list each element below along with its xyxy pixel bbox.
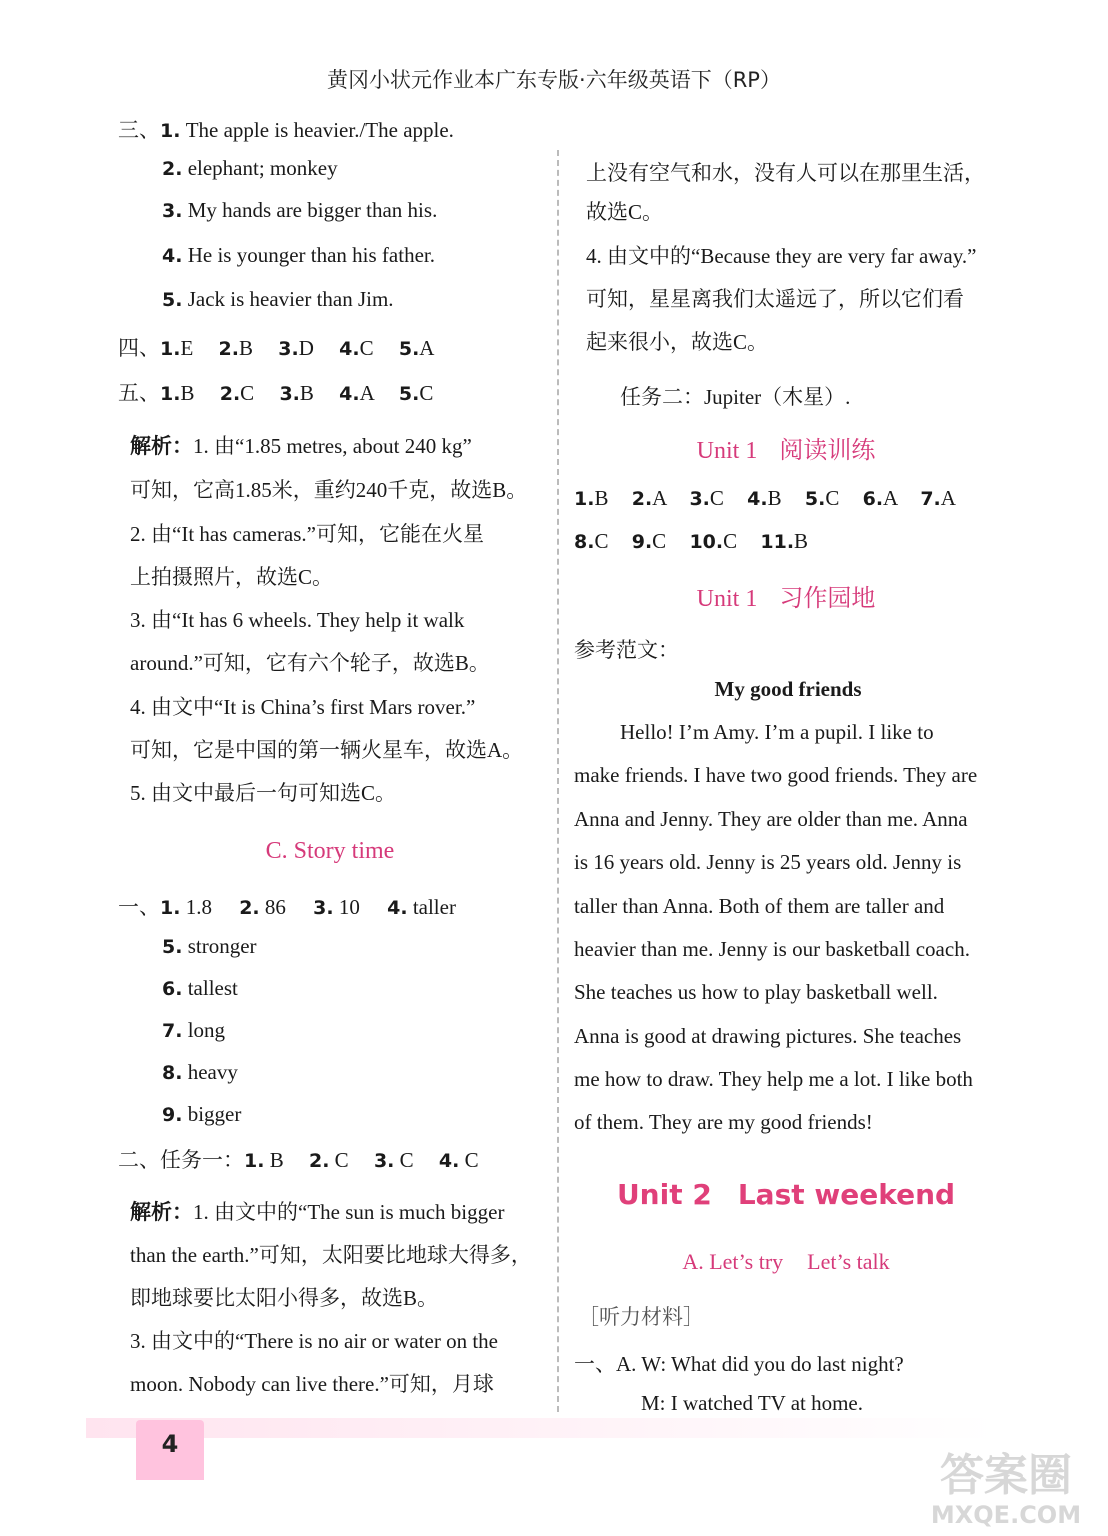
essay-title: My good friends — [714, 677, 862, 701]
essay-line-5: taller than Anna. Both of them are taller and — [574, 894, 945, 918]
section-1-item-8: 8. heavy — [162, 1060, 238, 1084]
continued-line-3: 4. 由文中的“Because they are very far away.” — [586, 244, 977, 268]
explanation-2-line-2: than the earth.”可知，太阳要比地球大得多， — [130, 1243, 532, 1267]
section-1-item-9: 9. bigger — [162, 1102, 242, 1126]
explanation-1-line-3: 2. 由“It has cameras.”可知，它能在火星 — [130, 522, 484, 546]
explanation-2-line-4: 3. 由文中的“There is no air or water on the — [130, 1329, 498, 1353]
listening-material-label: ［听力材料］ — [578, 1305, 704, 1329]
essay-line-3: Anna and Jenny. They are older than me. Anna — [574, 807, 968, 831]
essay-line-8: Anna is good at drawing pictures. She teaches — [574, 1024, 962, 1048]
section-1-item-5: 5. stronger — [162, 934, 257, 958]
essay-line-6: heavier than me. Jenny is our basketball coach. — [574, 937, 970, 961]
dialog-line-2: M: I watched TV at home. — [641, 1391, 864, 1415]
essay-line-1: Hello! I’m Amy. I’m a pupil. I like to — [620, 720, 934, 744]
explanation-1-line-9: 5. 由文中最后一句可知选C。 — [130, 781, 397, 805]
explanation-1-line-2: 可知，它高1.85米，重约240千克，故选B。 — [130, 478, 528, 502]
continued-line-1: 上没有空气和水，没有人可以在那里生活， — [586, 161, 985, 185]
section-3-item-3: 3. My hands are bigger than his. — [162, 198, 438, 222]
section-1-item-6: 6. tallest — [162, 976, 238, 1000]
column-divider — [557, 150, 559, 1412]
essay-line-9: me how to draw. They help me a lot. I like both — [574, 1067, 973, 1091]
footer-band — [86, 1418, 996, 1438]
explanation-1-line-6: around.”可知，它有六个轮子，故选B。 — [130, 651, 490, 675]
essay-line-4: is 16 years old. Jenny is 25 years old. Jenny is — [574, 850, 962, 874]
section-3-item-4: 4. He is younger than his father. — [162, 243, 435, 267]
unit-1-writing-heading: Unit 1 习作园地 — [696, 584, 876, 612]
unit-1-reading-heading: Unit 1 阅读训练 — [696, 436, 876, 464]
section-1-row-1: 一、1. 1.8 2. 86 3. 10 4. taller — [118, 895, 456, 919]
essay-line-10: of them. They are my good friends! — [574, 1110, 873, 1134]
essay-line-7: She teaches us how to play basketball well. — [574, 980, 938, 1004]
watermark-text-1: 答案圈 — [940, 1450, 1072, 1501]
explanation-2-line-1: 解析：1. 由文中的“The sun is much bigger — [130, 1200, 505, 1224]
section-2-task-1: 二、任务一：1. B 2. C 3. C 4. C — [118, 1148, 479, 1172]
section-3-item-1: 三、1. The apple is heavier./The apple. — [118, 118, 454, 142]
section-3-item-5: 5. Jack is heavier than Jim. — [162, 287, 394, 311]
task-2-answer: 任务二：Jupiter（木星）. — [620, 385, 851, 409]
continued-line-4: 可知，星星离我们太遥远了，所以它们看 — [586, 287, 964, 311]
dialog-line-1: 一、A. W: What did you do last night? — [574, 1352, 904, 1376]
story-time-heading: C. Story time — [265, 838, 395, 864]
reading-answers-row-1: 1.B 2.A 3.C 4.B 5.C 6.A 7.A — [574, 486, 956, 510]
reading-answers-row-2: 8.C 9.C 10.C 11.B — [574, 529, 809, 553]
continued-line-2: 故选C。 — [586, 200, 664, 224]
page-header: 黄冈小状元作业本广东专版·六年级英语下（RP） — [327, 68, 781, 92]
explanation-2-line-3: 即地球要比太阳小得多，故选B。 — [130, 1286, 439, 1310]
explanation-2-line-5: moon. Nobody can live there.”可知，月球 — [130, 1372, 494, 1396]
section-1-item-7: 7. long — [162, 1018, 226, 1042]
essay-line-2: make friends. I have two good friends. They are — [574, 763, 978, 787]
section-5-answers: 五、1.B 2.C 3.B 4.A 5.C — [118, 381, 434, 405]
section-4-answers: 四、1.E 2.B 3.D 4.C 5.A — [118, 336, 435, 360]
explanation-1-line-8: 可知，它是中国的第一辆火星车，故选A。 — [130, 738, 524, 762]
unit-2-title: Unit 2 Last weekend — [616, 1178, 956, 1211]
explanation-1-line-5: 3. 由“It has 6 wheels. They help it walk — [130, 608, 465, 632]
explanation-1-line-7: 4. 由文中“It is China’s first Mars rover.” — [130, 695, 476, 719]
section-3-item-2: 2. elephant; monkey — [162, 156, 338, 180]
sample-essay-label: 参考范文： — [574, 638, 679, 662]
explanation-1-line-1: 解析：1. 由“1.85 metres, about 240 kg” — [130, 434, 472, 458]
continued-line-5: 起来很小，故选C。 — [586, 330, 769, 354]
page-number: 4 — [161, 1430, 179, 1458]
explanation-1-line-4: 上拍摄照片，故选C。 — [130, 565, 334, 589]
watermark-text-2: MXQE.COM — [930, 1501, 1082, 1529]
watermark-logo — [916, 1450, 1096, 1530]
section-a-heading: A. Let’s try Let’s talk — [682, 1249, 890, 1274]
